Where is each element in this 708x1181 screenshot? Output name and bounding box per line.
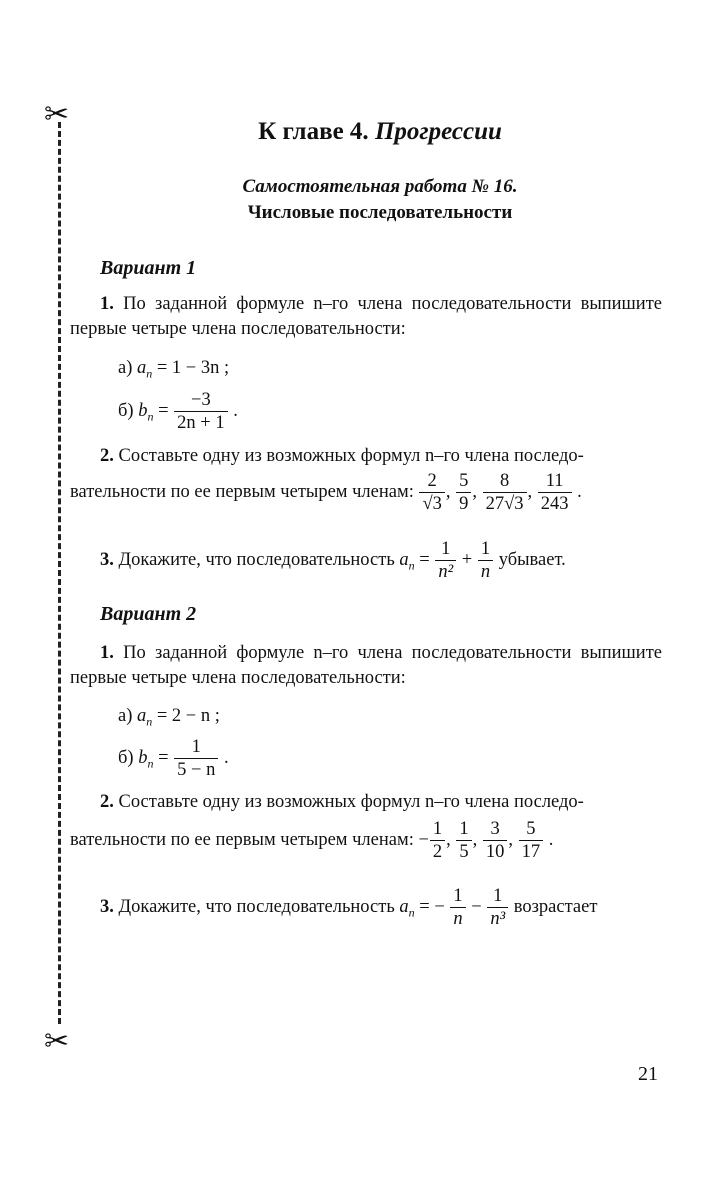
variant2-task3-text: Докажите, что последовательность <box>118 896 395 917</box>
variant1-task3-num: 3. <box>100 549 114 570</box>
variant2-heading: Вариант 2 <box>100 603 197 625</box>
variant1-item-a <box>118 356 229 386</box>
variant2-b-eq: = <box>158 747 169 768</box>
variant1-a-rhs: = 1 − 3n ; <box>156 358 230 378</box>
variant2-task3-lhs: a <box>399 896 409 917</box>
variant2-task3-frac1: $\frac{1}{n}$ <box>450 885 465 930</box>
work-topic: Числовые последовательности <box>247 202 513 223</box>
variant1-b-label: б) <box>118 400 134 421</box>
chapter-name: Прогрессии <box>374 118 502 145</box>
variant2-item-a: а) $a_n = 2 - n$ ; <box>118 706 220 729</box>
variant2-b-label: б) <box>118 747 134 768</box>
variant1-seq-term-4: $\frac{11}{243}$ <box>538 470 572 515</box>
variant2-task3-frac2: $\frac{1}{\text{n³}}$ <box>487 885 508 930</box>
variant1-item-b <box>118 389 238 434</box>
variant1-b-eq: = <box>158 400 169 421</box>
variant1-a-label: а) <box>118 358 133 378</box>
variant1-task3-end: убывает. <box>498 549 566 570</box>
variant2-task2-line2: вательности по ее первым четырем членам: − $\frac{1}{2}$ , $\frac{1}{5}$ , $\frac{3}{10}$ , $\frac{5}{17}$ . <box>70 819 554 862</box>
variant2-seq-term-1: $\frac{1}{2}$ <box>430 818 445 863</box>
variant2-a-label: а) <box>118 706 133 726</box>
variant1-seq-term-2: $\frac{5}{9}$ <box>456 470 471 515</box>
variant1-task3-lhs: a <box>399 549 409 570</box>
variant1-seq-term-1: $\frac{2}{√3}$ <box>419 470 444 515</box>
chapter-title <box>100 118 660 146</box>
variant2-b-num: 1 <box>174 736 218 759</box>
variant2-item-b: б) $b_n$ = $\frac{1}{5 - n}$ . <box>118 737 229 780</box>
variant2-seq-term-3: $\frac{3}{10}$ <box>483 818 508 863</box>
chapter-prefix: К главе 4. <box>258 118 369 145</box>
variant1-task3-eq: = <box>419 549 430 570</box>
variant2-seq-end: . <box>548 829 554 850</box>
variant2-task1-text: По заданной формуле n–го члена последовательности выпишите первые четыре члена последовательности: <box>70 643 663 688</box>
variant1-seq-end: . <box>577 481 582 502</box>
variant1-b-num: −3 <box>174 389 227 412</box>
variant2-task3: 3. Докажите, что последовательность $a_n$ = − $\frac{1}{n}$ − $\frac{1}{\text{n³}}$ возрастает <box>100 886 598 929</box>
variant2-b-den: 5 − n <box>177 760 216 780</box>
variant1-b-end: . <box>233 400 238 421</box>
variant1-seq-term-3: $\frac{8}{27√3}$ <box>483 470 527 515</box>
variant1-task3-text: Докажите, что последовательность <box>118 549 395 570</box>
variant1-task2-line1 <box>100 444 584 468</box>
variant1-task2-text2: вательности по ее первым четырем членам: <box>70 481 414 502</box>
variant1-task3-frac1: $\frac{1}{\text{n²}}$ <box>435 538 456 583</box>
variant1-task2-text1: Составьте одну из возможных формул n–го члена последо- <box>118 446 584 466</box>
variant2-a-rhs: = 2 − n ; <box>156 706 220 726</box>
variant2-b-lhs: b <box>138 747 148 768</box>
variant1-b-fraction <box>174 389 227 434</box>
variant1-task1-num: 1. <box>100 294 114 314</box>
variant1-a-sub: n <box>146 366 153 381</box>
variant2-seq-term-4: $\frac{5}{17}$ <box>519 818 544 863</box>
work-title: Самостоятельная работа № 16. <box>242 176 518 197</box>
variant1-task2-line2: вательности по ее первым четырем членам: $\frac{2}{√3}$ , $\frac{5}{9}$ , $\frac{8}{27√3}$ , $\frac{11}{243}$ . <box>70 471 582 514</box>
variant1-heading: Вариант 1 <box>100 257 197 279</box>
variant2-task3-eq: = − <box>419 896 445 917</box>
page-number: 21 <box>638 1063 658 1085</box>
variant2-task2-text1: Составьте одну из возможных формул n–го члена последо- <box>118 792 584 812</box>
variant2-task3-end: возрастает <box>513 896 598 917</box>
variant2-task1 <box>70 641 662 691</box>
variant1-a-lhs: a <box>137 358 147 378</box>
variant2-seq-lead: − <box>418 829 429 850</box>
scissors-icon-top: ✂ <box>44 97 70 132</box>
variant2-b-fraction <box>174 736 218 781</box>
variant1-task3-frac2: $\frac{1}{n}$ <box>478 538 493 583</box>
variant2-b-end: . <box>223 747 229 768</box>
variant2-task2-text2: вательности по ее первым четырем членам: <box>70 829 414 850</box>
variant1-b-sub: n <box>147 409 154 424</box>
scissors-icon-bottom: ✂ <box>44 1024 70 1059</box>
variant2-task2-line1 <box>100 790 584 814</box>
variant2-task1-num: 1. <box>100 643 114 663</box>
variant1-b-lhs: b <box>138 400 148 421</box>
cut-line <box>58 122 61 1024</box>
variant1-b-den: 2n + 1 <box>177 413 225 433</box>
variant1-task1-text: По заданной формуле n–го члена последовательности выпишите первые четыре члена последовательности: <box>70 294 663 339</box>
variant1-task1 <box>70 292 662 342</box>
variant2-task2-num: 2. <box>100 792 114 812</box>
variant2-a-lhs: a <box>137 706 147 726</box>
variant1-task3-op: + <box>461 549 473 570</box>
variant1-task2-num: 2. <box>100 446 114 466</box>
variant2-task3-op: − <box>471 896 482 917</box>
variant2-task3-num: 3. <box>100 896 114 917</box>
variant2-seq-term-2: $\frac{1}{5}$ <box>456 818 471 863</box>
variant1-task3: 3. Докажите, что последовательность $a_n$ = $\frac{1}{\text{n²}}$ + $\frac{1}{n}$ убывает. <box>100 539 566 582</box>
